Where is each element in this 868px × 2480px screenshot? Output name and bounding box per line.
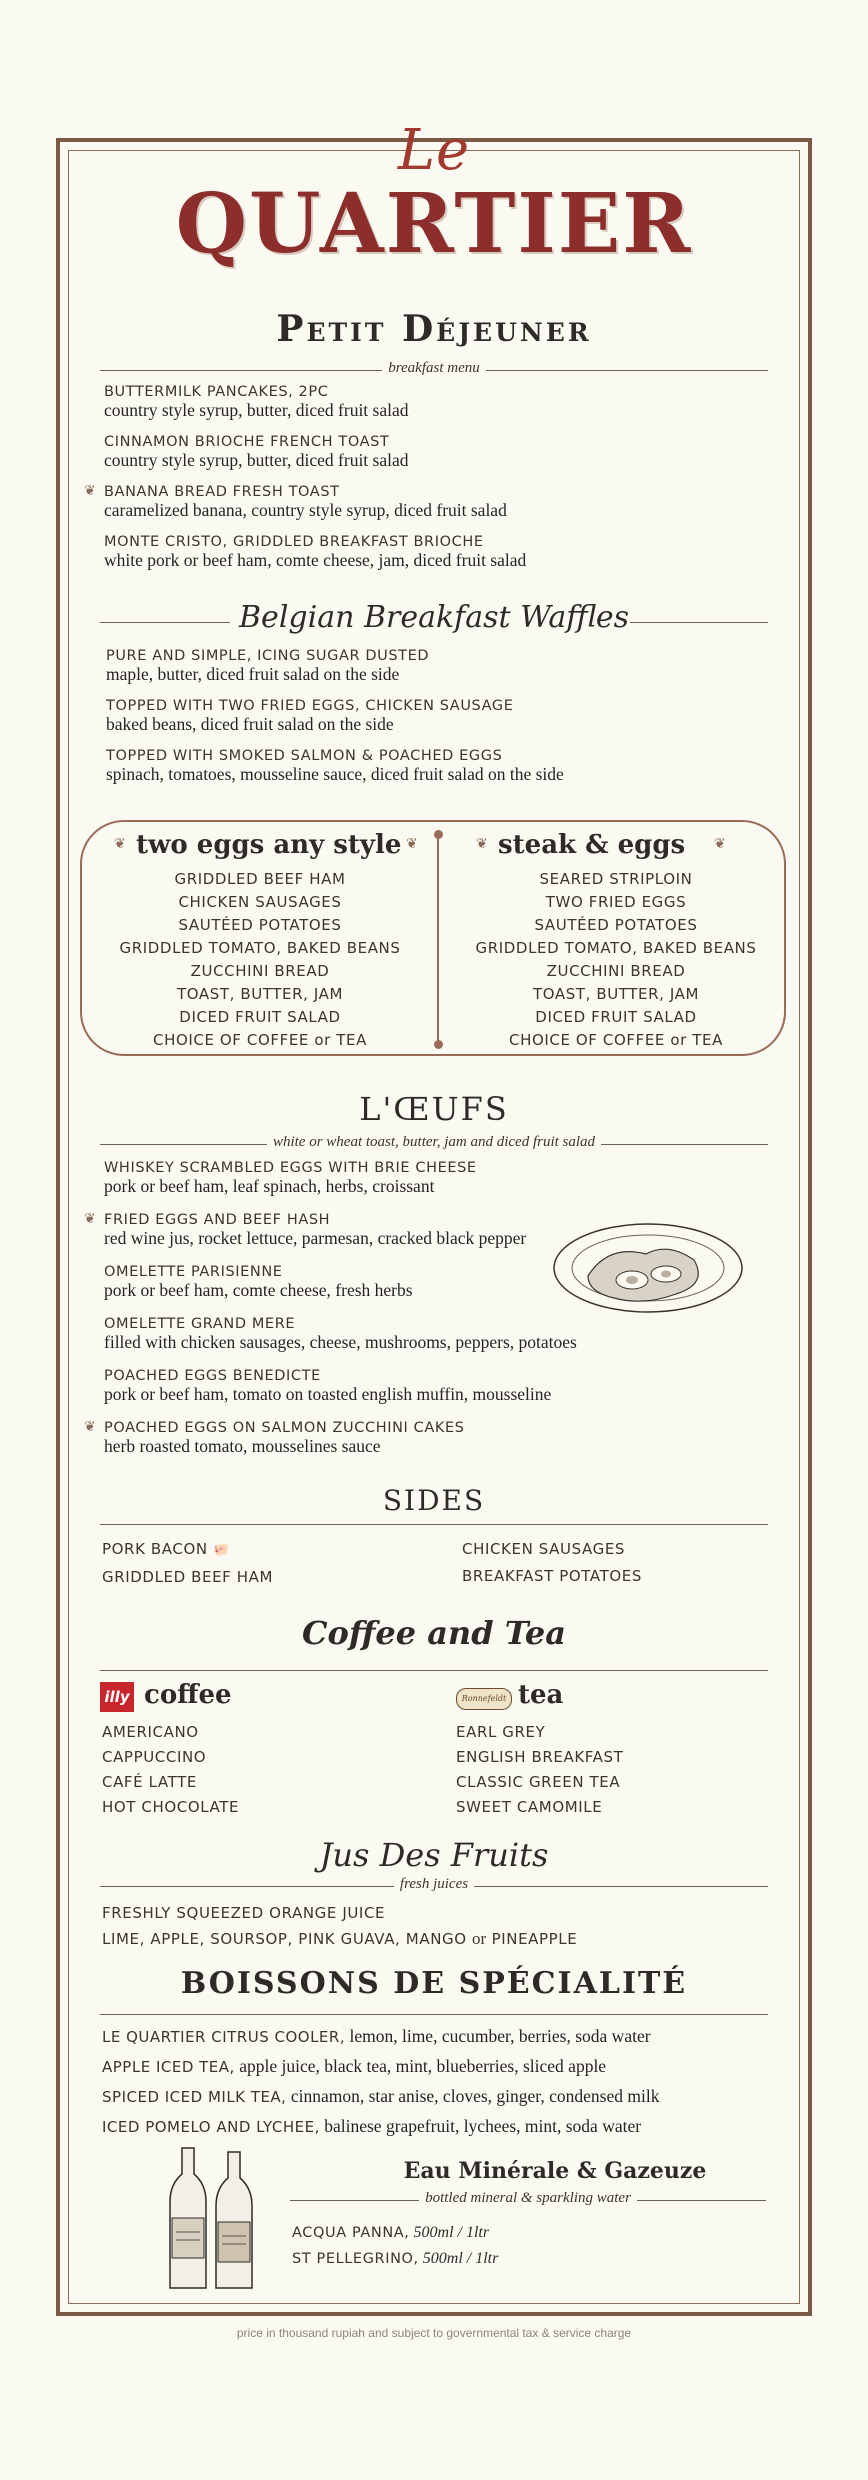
sides-title: SIDES xyxy=(382,1484,486,1517)
set-steak-eggs xyxy=(456,826,776,1052)
coffee-column xyxy=(100,1680,400,1820)
item-desc: red wine jus, rocket lettuce, parmesan, cracked black pepper xyxy=(104,1228,527,1248)
waffles-title: Belgian Breakfast Waffles xyxy=(239,600,629,635)
illy-logo: illy xyxy=(100,1682,134,1712)
item-name: TOPPED WITH SMOKED SALMON & POACHED EGGS xyxy=(106,748,503,764)
coffee-item: HOT CHOCOLATE xyxy=(102,1798,240,1816)
water-subtitle-row xyxy=(290,2190,766,2210)
item-desc: herb roasted tomato, mousselines sauce xyxy=(104,1436,381,1456)
water-item: ACQUA PANNA, 500ml / 1ltr xyxy=(292,2224,490,2241)
coffee-item: AMERICANO xyxy=(102,1723,199,1741)
menu-item xyxy=(104,384,764,434)
set-items xyxy=(100,868,420,1052)
divider-dot xyxy=(434,830,443,839)
item-desc: pork or beef ham, comte cheese, fresh herbs xyxy=(104,1280,413,1300)
item-desc: maple, butter, diced fruit salad on the side xyxy=(106,664,400,684)
item-desc: baked beans, diced fruit salad on the side xyxy=(106,714,394,734)
set-title: two eggs any style xyxy=(136,830,402,860)
waffles-list xyxy=(106,648,766,798)
oeufs-subtitle: white or wheat toast, butter, jam and diced fruit salad xyxy=(267,1134,601,1150)
ronnefeldt-logo: Ronnefeldt xyxy=(456,1688,512,1710)
set-item: CHOICE OF COFFEE or TEA xyxy=(153,1031,367,1049)
special-item: ICED POMELO AND LYCHEE, balinese grapefruit, lychees, mint, soda water xyxy=(102,2116,642,2136)
breakfast-list xyxy=(84,384,764,584)
set-item: GRIDDLED TOMATO, BAKED BEANS xyxy=(119,939,401,957)
tea-item: CLASSIC GREEN TEA xyxy=(456,1773,621,1791)
menu-item xyxy=(104,534,764,584)
brand-name: QUARTIER xyxy=(175,176,693,272)
water-bottles-illustration xyxy=(150,2140,280,2290)
divider xyxy=(100,1670,768,1671)
menu-item xyxy=(106,648,766,698)
breakfast-subtitle-row xyxy=(100,360,768,380)
divider-dot xyxy=(434,1040,443,1049)
coffee-items xyxy=(100,1720,400,1820)
item-name: WHISKEY SCRAMBLED EGGS WITH BRIE CHEESE xyxy=(104,1160,477,1176)
menu-item xyxy=(106,748,766,798)
coffee-item: CAFÉ LATTE xyxy=(102,1773,197,1791)
set-title: steak & eggs xyxy=(498,830,686,860)
juices-subtitle: fresh juices xyxy=(394,1876,474,1892)
tea-heading: tea xyxy=(518,1680,564,1710)
footer-note: price in thousand rupiah and subject to governmental tax & service charge xyxy=(236,2326,632,2340)
tea-item: ENGLISH BREAKFAST xyxy=(456,1748,624,1766)
item-name: BANANA BREAD FRESH TOAST xyxy=(104,484,340,500)
water-item: ST PELLEGRINO, 500ml / 1ltr xyxy=(292,2250,499,2267)
set-item: TOAST, BUTTER, JAM xyxy=(176,985,344,1003)
menu-item xyxy=(84,1420,764,1472)
box-divider xyxy=(437,832,439,1046)
oeufs-subtitle-row xyxy=(100,1134,768,1154)
juices-subtitle-row xyxy=(100,1876,768,1896)
special-item: SPICED ICED MILK TEA, cinnamon, star anise, cloves, ginger, condensed milk xyxy=(102,2086,660,2106)
item-desc: spinach, tomatoes, mousseline sauce, diced fruit salad on the side xyxy=(106,764,564,784)
set-item: CHOICE OF COFFEE or TEA xyxy=(509,1031,723,1049)
juice-item: LIME, APPLE, SOURSOP, PINK GUAVA, MANGO or PINEAPPLE xyxy=(102,1929,578,1948)
sides-left xyxy=(102,1536,402,1591)
sides-right xyxy=(462,1536,762,1590)
ornament-icon: ❦ xyxy=(406,837,418,852)
pork-icon: 🐖 xyxy=(213,1543,230,1558)
set-item: GRIDDLED TOMATO, BAKED BEANS xyxy=(475,939,757,957)
divider xyxy=(100,2014,768,2015)
ornament-icon: ❦ xyxy=(114,837,126,852)
item-name: PURE AND SIMPLE, ICING SUGAR DUSTED xyxy=(106,648,430,664)
item-desc: country style syrup, butter, diced fruit salad xyxy=(104,400,409,420)
egg-plate-illustration xyxy=(548,1214,746,1324)
set-item: DICED FRUIT SALAD xyxy=(179,1008,341,1026)
specials-list xyxy=(102,2022,768,2142)
item-name: POACHED EGGS ON SALMON ZUCCHINI CAKES xyxy=(104,1420,465,1436)
ornament-icon: ❦ xyxy=(476,837,488,852)
item-desc: pork or beef ham, tomato on toasted english muffin, mousseline xyxy=(104,1384,552,1404)
menu-item xyxy=(84,484,764,534)
menu-item xyxy=(104,1160,764,1212)
item-desc: country style syrup, butter, diced fruit salad xyxy=(104,450,409,470)
brand-le: Le xyxy=(397,118,471,183)
item-name: OMELETTE PARISIENNE xyxy=(104,1264,283,1280)
special-item: LE QUARTIER CITRUS COOLER, lemon, lime, cucumber, berries, soda water xyxy=(102,2026,651,2046)
juices-title: Jus Des Fruits xyxy=(319,1836,549,1874)
item-name: FRIED EGGS AND BEEF HASH xyxy=(104,1212,331,1228)
set-item: SEARED STRIPLOIN xyxy=(539,870,693,888)
item-name: OMELETTE GRAND MERE xyxy=(104,1316,296,1332)
set-item: TOAST, BUTTER, JAM xyxy=(532,985,700,1003)
menu-item xyxy=(104,1368,764,1420)
item-name: TOPPED WITH TWO FRIED EGGS, CHICKEN SAUSAGE xyxy=(106,698,514,714)
special-item: APPLE ICED TEA, apple juice, black tea, mint, blueberries, sliced apple xyxy=(102,2056,607,2076)
divider xyxy=(100,1524,768,1525)
juices-list xyxy=(102,1900,766,1952)
set-item: SAUTÉED POTATOES xyxy=(534,916,698,934)
set-item: CHICKEN SAUSAGES xyxy=(178,893,342,911)
set-item: ZUCCHINI BREAD xyxy=(546,962,686,980)
specials-title: BOISSONS DE SPÉCIALITÉ xyxy=(180,1966,688,2001)
side-item: GRIDDLED BEEF HAM xyxy=(102,1568,274,1586)
item-name: POACHED EGGS BENEDICTE xyxy=(104,1368,321,1384)
signature-leaf-icon: ❦ xyxy=(84,1420,96,1435)
menu-item xyxy=(106,698,766,748)
juice-item: FRESHLY SQUEEZED ORANGE JUICE xyxy=(102,1904,386,1922)
menu-item xyxy=(104,434,764,484)
water-title: Eau Minérale & Gazeuze xyxy=(403,2158,707,2184)
coffee-item: CAPPUCCINO xyxy=(102,1748,207,1766)
tea-column xyxy=(456,1680,766,1820)
side-item: BREAKFAST POTATOES xyxy=(462,1567,642,1585)
coffee-heading: coffee xyxy=(144,1680,232,1710)
set-item: ZUCCHINI BREAD xyxy=(190,962,330,980)
side-item: PORK BACON 🐖 xyxy=(102,1540,230,1558)
item-desc: caramelized banana, country style syrup, diced fruit salad xyxy=(104,500,507,520)
item-desc: filled with chicken sausages, cheese, mushrooms, peppers, potatoes xyxy=(104,1332,577,1352)
signature-leaf-icon: ❦ xyxy=(84,1212,96,1227)
set-item: DICED FRUIT SALAD xyxy=(535,1008,697,1026)
item-name: MONTE CRISTO, GRIDDLED BREAKFAST BRIOCHE xyxy=(104,534,484,550)
tea-items xyxy=(456,1720,766,1820)
set-two-eggs xyxy=(100,826,420,1052)
tea-item: EARL GREY xyxy=(456,1723,546,1741)
breakfast-title: Petit Déjeuner xyxy=(276,308,592,350)
set-items xyxy=(456,868,776,1052)
ornament-icon: ❦ xyxy=(714,837,726,852)
tea-item: SWEET CAMOMILE xyxy=(456,1798,603,1816)
signature-leaf-icon: ❦ xyxy=(84,484,96,499)
side-item: CHICKEN SAUSAGES xyxy=(462,1540,626,1558)
breakfast-subtitle: breakfast menu xyxy=(382,360,486,376)
item-name: CINNAMON BRIOCHE FRENCH TOAST xyxy=(104,434,390,450)
oeufs-title: L'ŒUFS xyxy=(359,1090,509,1128)
item-desc: pork or beef ham, leaf spinach, herbs, croissant xyxy=(104,1176,435,1196)
water-subtitle: bottled mineral & sparkling water xyxy=(419,2190,637,2206)
set-item: GRIDDLED BEEF HAM xyxy=(174,870,346,888)
coffee-tea-title: Coffee and Tea xyxy=(302,1614,566,1652)
item-desc: white pork or beef ham, comte cheese, jam, diced fruit salad xyxy=(104,550,527,570)
set-item: TWO FRIED EGGS xyxy=(545,893,687,911)
item-name: BUTTERMILK PANCAKES, 2PC xyxy=(104,384,329,400)
water-list xyxy=(292,2220,762,2272)
set-item: SAUTÉED POTATOES xyxy=(178,916,342,934)
